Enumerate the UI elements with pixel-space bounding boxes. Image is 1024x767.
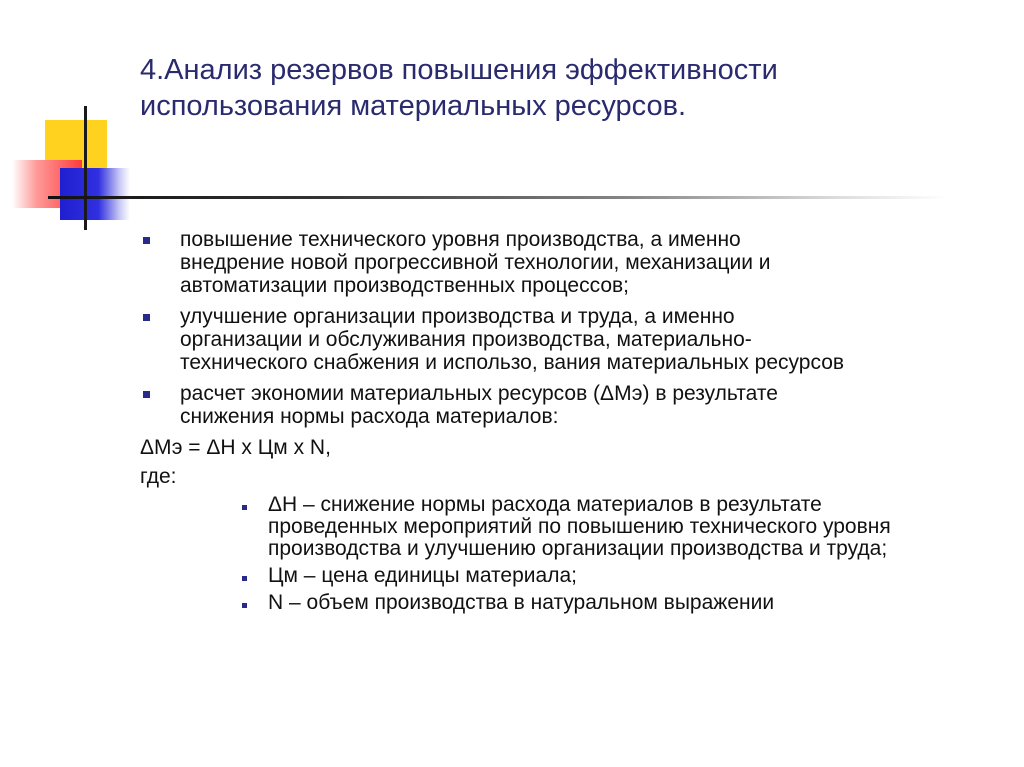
bullet-2-line-3: технического снабжения и использо, вания материальных ресурсов bbox=[180, 351, 845, 374]
bullet-1-line-1: повышение технического уровня производства, а именно bbox=[180, 228, 741, 251]
slide-content bbox=[140, 228, 1010, 619]
slide-title bbox=[140, 52, 1000, 124]
square-bullet-icon bbox=[143, 314, 150, 321]
definition-3-line-1: N – объем производства в натуральном выражении bbox=[268, 591, 775, 614]
bullet-item-2 bbox=[140, 305, 1010, 374]
definition-2-line-1: Цм – цена единицы материала; bbox=[268, 564, 577, 587]
definition-1-line-2: проведенных мероприятий по повышению технического уровня bbox=[268, 515, 891, 538]
square-bullet-icon bbox=[143, 237, 150, 244]
formula: ΔМэ = ΔН х Цм х N, bbox=[140, 436, 331, 459]
bullet-1-line-2: внедрение новой прогрессивной технологии, механизации и bbox=[180, 251, 771, 274]
definition-item-3 bbox=[240, 592, 1000, 614]
bullet-1-line-3: автоматизации производственных процессов; bbox=[180, 274, 629, 297]
small-square-bullet-icon bbox=[242, 576, 247, 581]
title-divider-line bbox=[48, 196, 948, 199]
definition-1-line-3: производства и улучшению организации производства и труда; bbox=[268, 537, 888, 560]
small-square-bullet-icon bbox=[242, 603, 247, 608]
definitions-list bbox=[240, 494, 1000, 614]
title-line-2: использования материальных ресурсов. bbox=[140, 90, 687, 122]
bullet-3-line-2: снижения нормы расхода материалов: bbox=[180, 405, 559, 428]
decor-blue-square bbox=[60, 168, 130, 220]
title-line-1: 4.Анализ резервов повышения эффективности bbox=[140, 54, 778, 86]
bullet-3-line-1: расчет экономии материальных ресурсов (ΔМэ) в результате bbox=[180, 382, 778, 405]
small-square-bullet-icon bbox=[242, 505, 247, 510]
where-label: где: bbox=[140, 465, 177, 488]
square-bullet-icon bbox=[143, 391, 150, 398]
decor-vertical-line bbox=[84, 106, 87, 230]
bullet-item-3 bbox=[140, 382, 1010, 428]
definition-item-2 bbox=[240, 565, 1000, 587]
definition-item-1 bbox=[240, 494, 1000, 560]
bullet-2-line-2: организации и обслуживания производства, материально- bbox=[180, 328, 752, 351]
definition-1-line-1: ΔН – снижение нормы расхода материалов в результате bbox=[268, 493, 822, 516]
bullet-item-1 bbox=[140, 228, 1010, 297]
bullet-2-line-1: улучшение организации производства и труда, а именно bbox=[180, 305, 735, 328]
